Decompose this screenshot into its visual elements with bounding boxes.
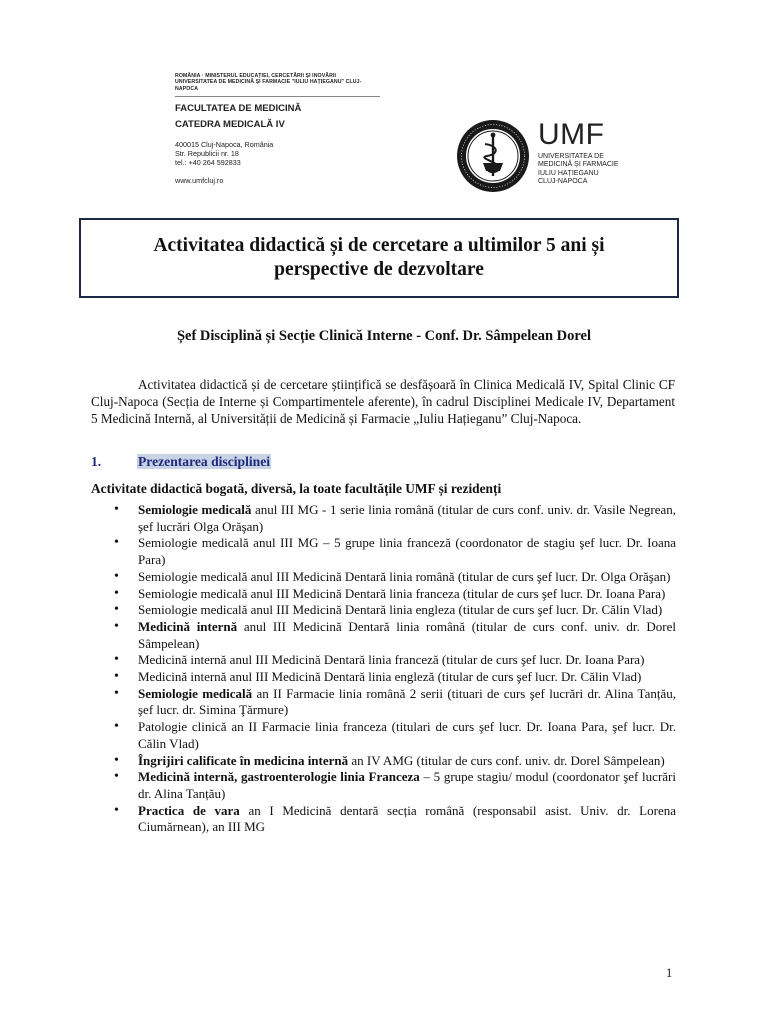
faculty-name: FACULTATEA DE MEDICINĂ (175, 103, 302, 115)
umf-logo-line-1: UNIVERSITATEA DE (538, 153, 604, 160)
list-item: • Semiologie medicală anul III MG – 5 grupe linia franceză (coordonator de stagiu şef lucr. Dr. Ioana Para) (114, 535, 676, 568)
list-item: • Semiologie medicală an II Farmacie linia română 2 serii (tituari de curs şef lucrări dr. Alina Tanțău, şef lucr. dr. Simina Ţărmure) (114, 686, 676, 719)
university-seal-icon (455, 118, 531, 194)
list-item: • Medicină internă anul III Medicină Dentară linia engleză (titular de curs şef lucr. Dr. Călin Vlad) (114, 669, 676, 686)
letterhead-text (175, 73, 380, 185)
section-title: Prezentarea disciplinei (138, 454, 271, 469)
address-block (175, 140, 380, 167)
intro-paragraph-wrapper (91, 376, 675, 427)
umf-logo-subtitle (538, 153, 619, 187)
umf-logo-line-4: CLUJ-NAPOCA (538, 178, 588, 186)
website-line: www.umfcluj.ro (175, 176, 224, 186)
umf-logo (538, 120, 619, 187)
umf-logo-line-3: IULIU HAȚIEGANU (538, 169, 599, 177)
subheading: Activitate didactică bogată, diversă, la toate facultățile UMF și rezidenți (91, 481, 502, 496)
list-item: • Semiologie medicală anul III Medicină Dentară linia engleza (titular de curs şef lucr. Dr. Călin Vlad) (114, 602, 676, 619)
umf-logo-line-2: MEDICINĂ ȘI FARMACIE (538, 161, 619, 169)
list-item: • Îngrijiri calificate în medicina internă an IV AMG (titular de curs conf. univ. dr. Dorel Sâmpelean) (114, 753, 676, 770)
list-item: • Patologie clinică an II Farmacie linia franceza (titulari de curs şef lucr. Dr. Ioana Para, şef lucr. Dr. Călin Vlad) (114, 719, 676, 752)
ministry-line: ROMÂNIA · MINISTERUL EDUCAȚIEI, CERCETĂRII ȘI INOVĂRII (175, 73, 337, 79)
list-item: • Practica de vara an I Medicină dentară secția română (responsabil asist. Univ. dr. Lorena Ciumărnean), an III MG (114, 803, 676, 836)
list-item: • Semiologie medicală anul III Medicină Dentară linia română (titular de curs şef lucr. Dr. Olga Orăşan) (114, 569, 676, 586)
document-title-box (79, 218, 679, 298)
section-heading (91, 454, 271, 470)
list-item: • Semiologie medicală anul III Medicină Dentară linia franceza (titular de curs şef lucr. Dr. Ioana Para) (114, 586, 676, 603)
section-number: 1. (91, 454, 102, 469)
course-list (114, 502, 676, 836)
letterhead-divider (175, 96, 380, 97)
university-line: UNIVERSITATEA DE MEDICINĂ ȘI FARMACIE "IULIU HAȚIEGANU" CLUJ-NAPOCA (175, 79, 362, 92)
intro-paragraph: Activitatea didactică și de cercetare științifică se desfășoară în Clinica Medicală IV, Spital Clinic CF Cluj-Napoca (Secția de Interne și Compartimentele aferente), în cadrul Disciplinei Medicale IV, Departament 5 Medicină Internă, al Universității de Medicină și Farmacie „Iuliu Hațieganu” Cluj-Napoca. (91, 377, 675, 426)
department-name: CATEDRA MEDICALĂ IV (175, 119, 285, 131)
list-item: • Medicină internă, gastroenterologie linia Franceza – 5 grupe stagiu/ modul (coordonator şef lucrări dr. Alina Tanțău) (114, 769, 676, 802)
umf-logo-title: UMF (538, 118, 605, 151)
page-number: 1 (666, 966, 673, 980)
list-item: • Medicină internă anul III Medicină Dentară linia română (titular de curs conf. univ. dr. Dorel Sâmpelean) (114, 619, 676, 652)
address-line-1: 400015 Cluj-Napoca, România (175, 140, 274, 150)
list-item: • Medicină internă anul III Medicină Dentară linia franceză (titular de curs şef lucr. Dr. Ioana Para) (114, 652, 676, 669)
document-title: Activitatea didactică și de cercetare a ultimilor 5 ani și perspective de dezvoltare (153, 235, 605, 280)
address-line-2: Str. Republicii nr. 18 (175, 149, 239, 159)
phone-line: tel.: +40 264 592833 (175, 158, 241, 168)
head-of-discipline-heading: Șef Disciplină și Secție Clinică Interne - Conf. Dr. Sâmpelean Dorel (176, 328, 592, 344)
list-item: • Semiologie medicală anul III MG - 1 serie linia română (titular de curs conf. univ. dr. Vasile Negrean, şef lucrări Olga Orăşan) (114, 502, 676, 535)
